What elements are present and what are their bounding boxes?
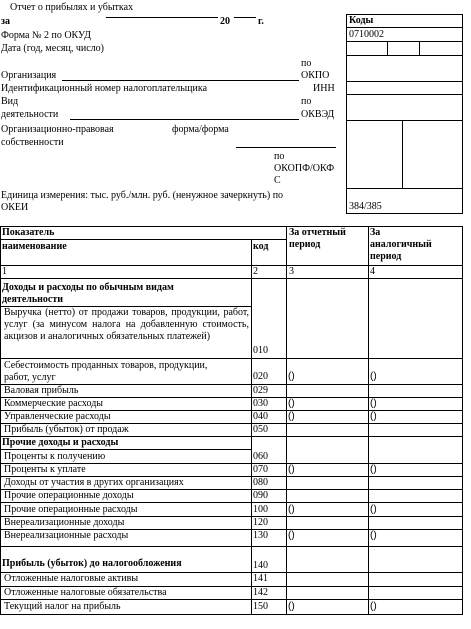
row-divider bbox=[0, 502, 463, 503]
form-label: Форма № 2 по ОКУД bbox=[1, 30, 91, 41]
row-code: 140 bbox=[253, 560, 268, 571]
year-prefix: 20 bbox=[220, 16, 230, 27]
row-value-current[interactable]: () bbox=[288, 411, 295, 422]
okei-code-value: 384/385 bbox=[349, 201, 382, 212]
row-label: Валовая прибыль bbox=[4, 385, 79, 396]
codes-divider bbox=[346, 188, 463, 189]
org-line[interactable] bbox=[62, 80, 299, 81]
row-label: Внереализационные доходы bbox=[4, 517, 125, 528]
table-col-divider bbox=[368, 226, 369, 615]
codes-divider bbox=[346, 120, 463, 121]
codes-box bbox=[346, 14, 463, 214]
row-value-current[interactable]: () bbox=[288, 601, 295, 612]
codes-divider bbox=[346, 41, 463, 42]
row-value-current[interactable]: () bbox=[288, 371, 295, 382]
row-label: Доходы от участия в других организациях bbox=[4, 477, 184, 488]
row-code: 060 bbox=[253, 451, 268, 462]
form-code-value: 0710002 bbox=[349, 29, 384, 40]
codes-header: Коды bbox=[349, 15, 374, 26]
row-code: 100 bbox=[253, 504, 268, 515]
inn-code-label: ИНН bbox=[313, 83, 335, 94]
section-heading: Доходы и расходы по обычным видам bbox=[2, 282, 174, 293]
row-code: 080 bbox=[253, 477, 268, 488]
activity-label-2: деятельности bbox=[1, 109, 59, 120]
units-label-2: ОКЕИ bbox=[1, 202, 29, 213]
row-label: Проценты к получению bbox=[4, 451, 106, 462]
col-number-3: 3 bbox=[289, 266, 294, 277]
okopf-cell-divider bbox=[402, 120, 403, 188]
col-header-current-2: период bbox=[289, 239, 321, 250]
legal-form-label-b: форма/форма bbox=[172, 124, 229, 135]
table-col-divider bbox=[286, 226, 287, 615]
row-value-current[interactable]: () bbox=[288, 504, 295, 515]
row-label: Текущий налог на прибыль bbox=[4, 601, 121, 612]
units-label: Единица измерения: тыс. руб./млн. руб. (ненужное зачеркнуть) по bbox=[1, 190, 284, 201]
year-suffix: г. bbox=[258, 16, 264, 27]
col-number-4: 4 bbox=[370, 266, 375, 277]
col-header-current: За отчетный bbox=[289, 227, 346, 238]
codes-divider bbox=[346, 94, 463, 95]
row-label: Отложенные налоговые активы bbox=[4, 573, 139, 584]
table-col-divider bbox=[251, 239, 252, 615]
header-divider bbox=[0, 239, 287, 240]
codes-divider bbox=[346, 55, 463, 56]
period-line[interactable] bbox=[106, 17, 218, 18]
row-divider bbox=[0, 449, 251, 450]
codes-divider bbox=[346, 81, 463, 82]
row-code: 141 bbox=[253, 573, 268, 584]
codes-divider bbox=[346, 27, 463, 28]
row-code: 029 bbox=[253, 385, 268, 396]
row-value-prev[interactable]: () bbox=[370, 371, 377, 382]
section-heading: Прочие доходы и расходы bbox=[2, 437, 119, 448]
date-cell-divider bbox=[387, 41, 388, 55]
row-value-current[interactable]: () bbox=[288, 398, 295, 409]
col-number-1: 1 bbox=[2, 266, 7, 277]
row-code: 050 bbox=[253, 424, 268, 435]
row-label: Внереализационные расходы bbox=[4, 530, 129, 541]
org-label: Организация bbox=[1, 70, 57, 81]
row-label: Прочие операционные доходы bbox=[4, 490, 134, 501]
row-label: Проценты к уплате bbox=[4, 464, 86, 475]
activity-line[interactable] bbox=[70, 119, 299, 120]
header-divider bbox=[0, 265, 463, 266]
row-code: 070 bbox=[253, 464, 268, 475]
row-label: Отложенные налоговые обязательства bbox=[4, 587, 167, 598]
legal-form-label: Организационно-правовая bbox=[1, 124, 114, 135]
okpo-label: ОКПО bbox=[301, 70, 330, 81]
col-header-prev-3: период bbox=[370, 251, 402, 262]
row-label: Прочие операционные расходы bbox=[4, 504, 138, 515]
okopf-prefix: по bbox=[274, 151, 285, 162]
row-label: Себестоимость проданных товаров, продукции, bbox=[4, 360, 208, 371]
row-value-prev[interactable]: () bbox=[370, 411, 377, 422]
row-code: 130 bbox=[253, 530, 268, 541]
row-code: 120 bbox=[253, 517, 268, 528]
okved-prefix: по bbox=[301, 96, 312, 107]
header-divider bbox=[0, 278, 463, 279]
okopf-label-2: С bbox=[274, 175, 281, 186]
row-label: Прибыль (убыток) от продаж bbox=[4, 424, 129, 435]
row-code: 030 bbox=[253, 398, 268, 409]
row-label: Выручка (нетто) от продажи товаров, продукции, работ, услуг (за минусом налога на добавленную стоимость, акцизов и аналогичных обязательных платежей) bbox=[4, 307, 249, 342]
row-value-prev[interactable]: () bbox=[370, 530, 377, 541]
legal-form-line[interactable] bbox=[236, 147, 336, 148]
row-value-prev[interactable]: () bbox=[370, 398, 377, 409]
row-value-prev[interactable]: () bbox=[370, 464, 377, 475]
date-cell-divider bbox=[419, 41, 420, 55]
row-value-prev[interactable]: () bbox=[370, 504, 377, 515]
row-divider bbox=[0, 358, 463, 359]
row-divider bbox=[0, 599, 463, 600]
period-prefix: за bbox=[1, 16, 11, 27]
year-line[interactable] bbox=[234, 17, 256, 18]
legal-form-label-2: собственности bbox=[1, 137, 64, 148]
report-title: Отчет о прибылях и убытках bbox=[10, 2, 134, 13]
row-code: 040 bbox=[253, 411, 268, 422]
okpo-prefix: по bbox=[301, 58, 312, 69]
row-divider bbox=[0, 546, 463, 547]
col-header-name: наименование bbox=[2, 241, 67, 252]
activity-label: Вид bbox=[1, 96, 19, 107]
col-header-indicator: Показатель bbox=[2, 227, 55, 238]
col-header-prev-2: аналогичный bbox=[370, 239, 432, 250]
row-value-current[interactable]: () bbox=[288, 530, 295, 541]
col-number-2: 2 bbox=[253, 266, 258, 277]
okved-label: ОКВЭД bbox=[301, 109, 335, 120]
row-label: Управленческие расходы bbox=[4, 411, 111, 422]
row-label: Прибыль (убыток) до налогообложения bbox=[2, 558, 182, 569]
okopf-label: ОКОПФ/ОКФ bbox=[274, 163, 335, 174]
inn-label: Идентификационный номер налогоплательщика bbox=[1, 83, 208, 94]
date-label: Дата (год, месяц, число) bbox=[1, 43, 104, 54]
row-value-current[interactable]: () bbox=[288, 464, 295, 475]
row-code: 010 bbox=[253, 345, 268, 356]
col-header-code: код bbox=[253, 241, 269, 252]
row-label: Коммерческие расходы bbox=[4, 398, 104, 409]
row-value-prev[interactable]: () bbox=[370, 601, 377, 612]
row-code: 020 bbox=[253, 371, 268, 382]
row-code: 142 bbox=[253, 587, 268, 598]
section-heading-2: деятельности bbox=[2, 294, 64, 305]
col-header-prev: За bbox=[370, 227, 381, 238]
row-label-2: работ, услуг bbox=[4, 372, 56, 383]
row-code: 150 bbox=[253, 601, 268, 612]
row-code: 090 bbox=[253, 490, 268, 501]
